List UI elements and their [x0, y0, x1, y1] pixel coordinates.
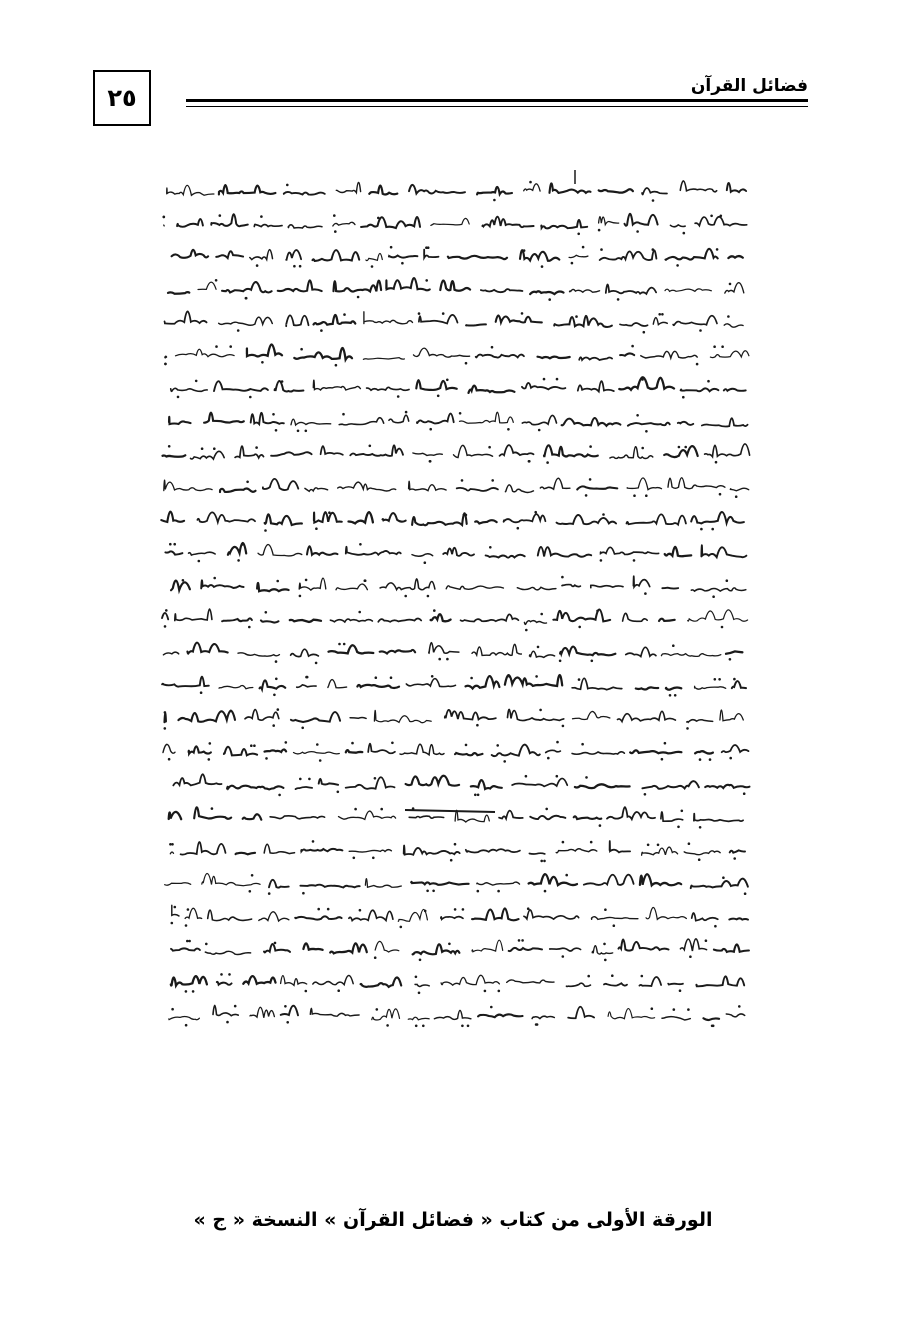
- manuscript-line: [161, 511, 744, 532]
- manuscript-line: [163, 444, 750, 464]
- manuscript-line: [169, 840, 745, 862]
- header-rule-thin: [186, 106, 808, 107]
- manuscript-image: [150, 170, 760, 1060]
- manuscript-line: [164, 708, 744, 729]
- manuscript-line: [165, 874, 748, 895]
- manuscript-line: [169, 1005, 745, 1027]
- manuscript-line: [171, 939, 749, 961]
- running-header-title: فضائل القرآن: [690, 76, 808, 96]
- manuscript-line: [169, 411, 748, 433]
- manuscript-line: [164, 478, 749, 498]
- manuscript-line: [162, 609, 748, 631]
- manuscript-line: [167, 181, 746, 202]
- manuscript-line: [163, 214, 747, 235]
- figure-caption: الورقة الأولى من كتاب « فضائل القرآن » النسخة « ج »: [193, 1209, 713, 1231]
- manuscript-line: [162, 675, 746, 697]
- manuscript-line: [171, 905, 749, 928]
- manuscript-line: [172, 246, 743, 268]
- manuscript-line: [163, 741, 749, 763]
- manuscript-line: [163, 643, 742, 665]
- manuscript-line: [171, 576, 746, 598]
- manuscript-line: [165, 311, 744, 333]
- page-number: ٢٥: [107, 84, 137, 112]
- manuscript-line: [165, 543, 746, 564]
- manuscript-line: [168, 278, 744, 301]
- header-rule-thick: [186, 99, 808, 102]
- manuscript-line: [164, 345, 749, 367]
- manuscript-line: [171, 377, 746, 398]
- manuscript-line: [173, 774, 749, 796]
- manuscript-scan-svg: [150, 170, 760, 1060]
- manuscript-line: [171, 973, 744, 994]
- page-number-box: [93, 70, 151, 126]
